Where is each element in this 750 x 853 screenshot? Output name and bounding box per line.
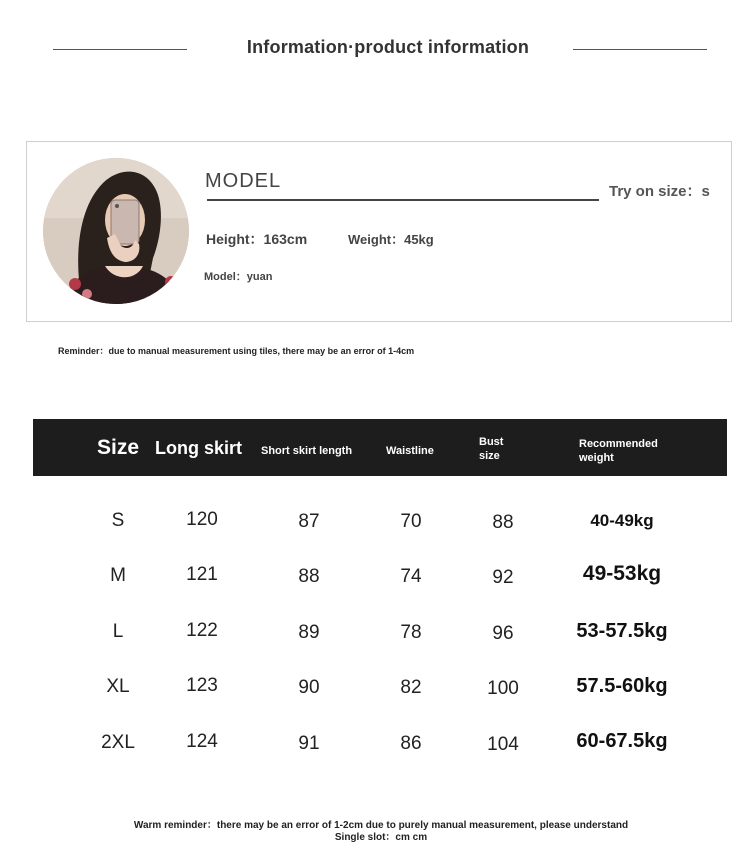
model-height: Height：163cm bbox=[206, 231, 308, 247]
cell-short-skirt: 88 bbox=[298, 566, 320, 587]
header-long-skirt: Long skirt bbox=[155, 438, 243, 458]
cell-bust: 96 bbox=[492, 623, 514, 644]
cell-size: L bbox=[112, 621, 124, 642]
model-card bbox=[26, 141, 732, 322]
model-avatar bbox=[43, 158, 189, 304]
cell-bust: 92 bbox=[492, 567, 514, 588]
cell-short-skirt: 87 bbox=[298, 511, 320, 532]
footer-warm-reminder: Warm reminder：there may be an error of 1-2cm due to purely manual measurement, please understand bbox=[133, 820, 629, 831]
cell-waistline: 70 bbox=[400, 511, 422, 532]
cell-bust: 100 bbox=[487, 678, 519, 699]
header-rec-weight-line1: Recommended bbox=[579, 438, 658, 450]
cell-waistline: 82 bbox=[400, 677, 422, 698]
size-table-header bbox=[33, 419, 727, 476]
title-rule-right bbox=[573, 49, 707, 50]
cell-short-skirt: 90 bbox=[298, 677, 320, 698]
model-heading-underline bbox=[207, 199, 599, 201]
cell-long-skirt: 124 bbox=[186, 731, 218, 752]
header-bust-line1: Bust bbox=[479, 436, 504, 448]
cell-waistline: 78 bbox=[400, 622, 422, 643]
page-title: Information·product information bbox=[246, 37, 530, 57]
cell-rec-weight: 60-67.5kg bbox=[576, 730, 668, 752]
cell-rec-weight: 40-49kg bbox=[590, 511, 654, 530]
cell-long-skirt: 121 bbox=[186, 564, 218, 585]
header-bust-line2: size bbox=[479, 450, 500, 462]
cell-size: M bbox=[110, 565, 126, 586]
cell-waistline: 86 bbox=[400, 733, 422, 754]
cell-rec-weight: 57.5-60kg bbox=[576, 675, 668, 697]
cell-long-skirt: 123 bbox=[186, 675, 218, 696]
cell-long-skirt: 120 bbox=[186, 509, 218, 530]
header-short-skirt: Short skirt length bbox=[261, 445, 353, 457]
header-size: Size bbox=[97, 436, 140, 459]
measurement-reminder: Reminder：due to manual measurement using tiles, there may be an error of 1-4cm bbox=[58, 346, 415, 356]
header-waistline: Waistline bbox=[386, 445, 434, 457]
model-weight: Weight：45kg bbox=[348, 232, 434, 247]
model-photo bbox=[43, 158, 189, 304]
cell-size: 2XL bbox=[101, 732, 135, 753]
cell-short-skirt: 91 bbox=[298, 733, 320, 754]
cell-rec-weight: 53-57.5kg bbox=[576, 620, 668, 642]
cell-long-skirt: 122 bbox=[186, 620, 218, 641]
header-rec-weight-line2: weight bbox=[579, 452, 614, 464]
model-name: Model：yuan bbox=[204, 271, 273, 283]
cell-short-skirt: 89 bbox=[298, 622, 320, 643]
cell-size: XL bbox=[106, 676, 130, 697]
cell-waistline: 74 bbox=[400, 566, 422, 587]
try-on-size: Try on size：s bbox=[609, 183, 710, 200]
cell-rec-weight: 49-53kg bbox=[582, 562, 662, 585]
model-heading: MODEL bbox=[205, 170, 282, 192]
footer-unit-note: Single slot：cm cm bbox=[334, 832, 428, 843]
cell-size: S bbox=[111, 510, 125, 531]
cell-bust: 104 bbox=[487, 734, 519, 755]
cell-bust: 88 bbox=[492, 512, 514, 533]
